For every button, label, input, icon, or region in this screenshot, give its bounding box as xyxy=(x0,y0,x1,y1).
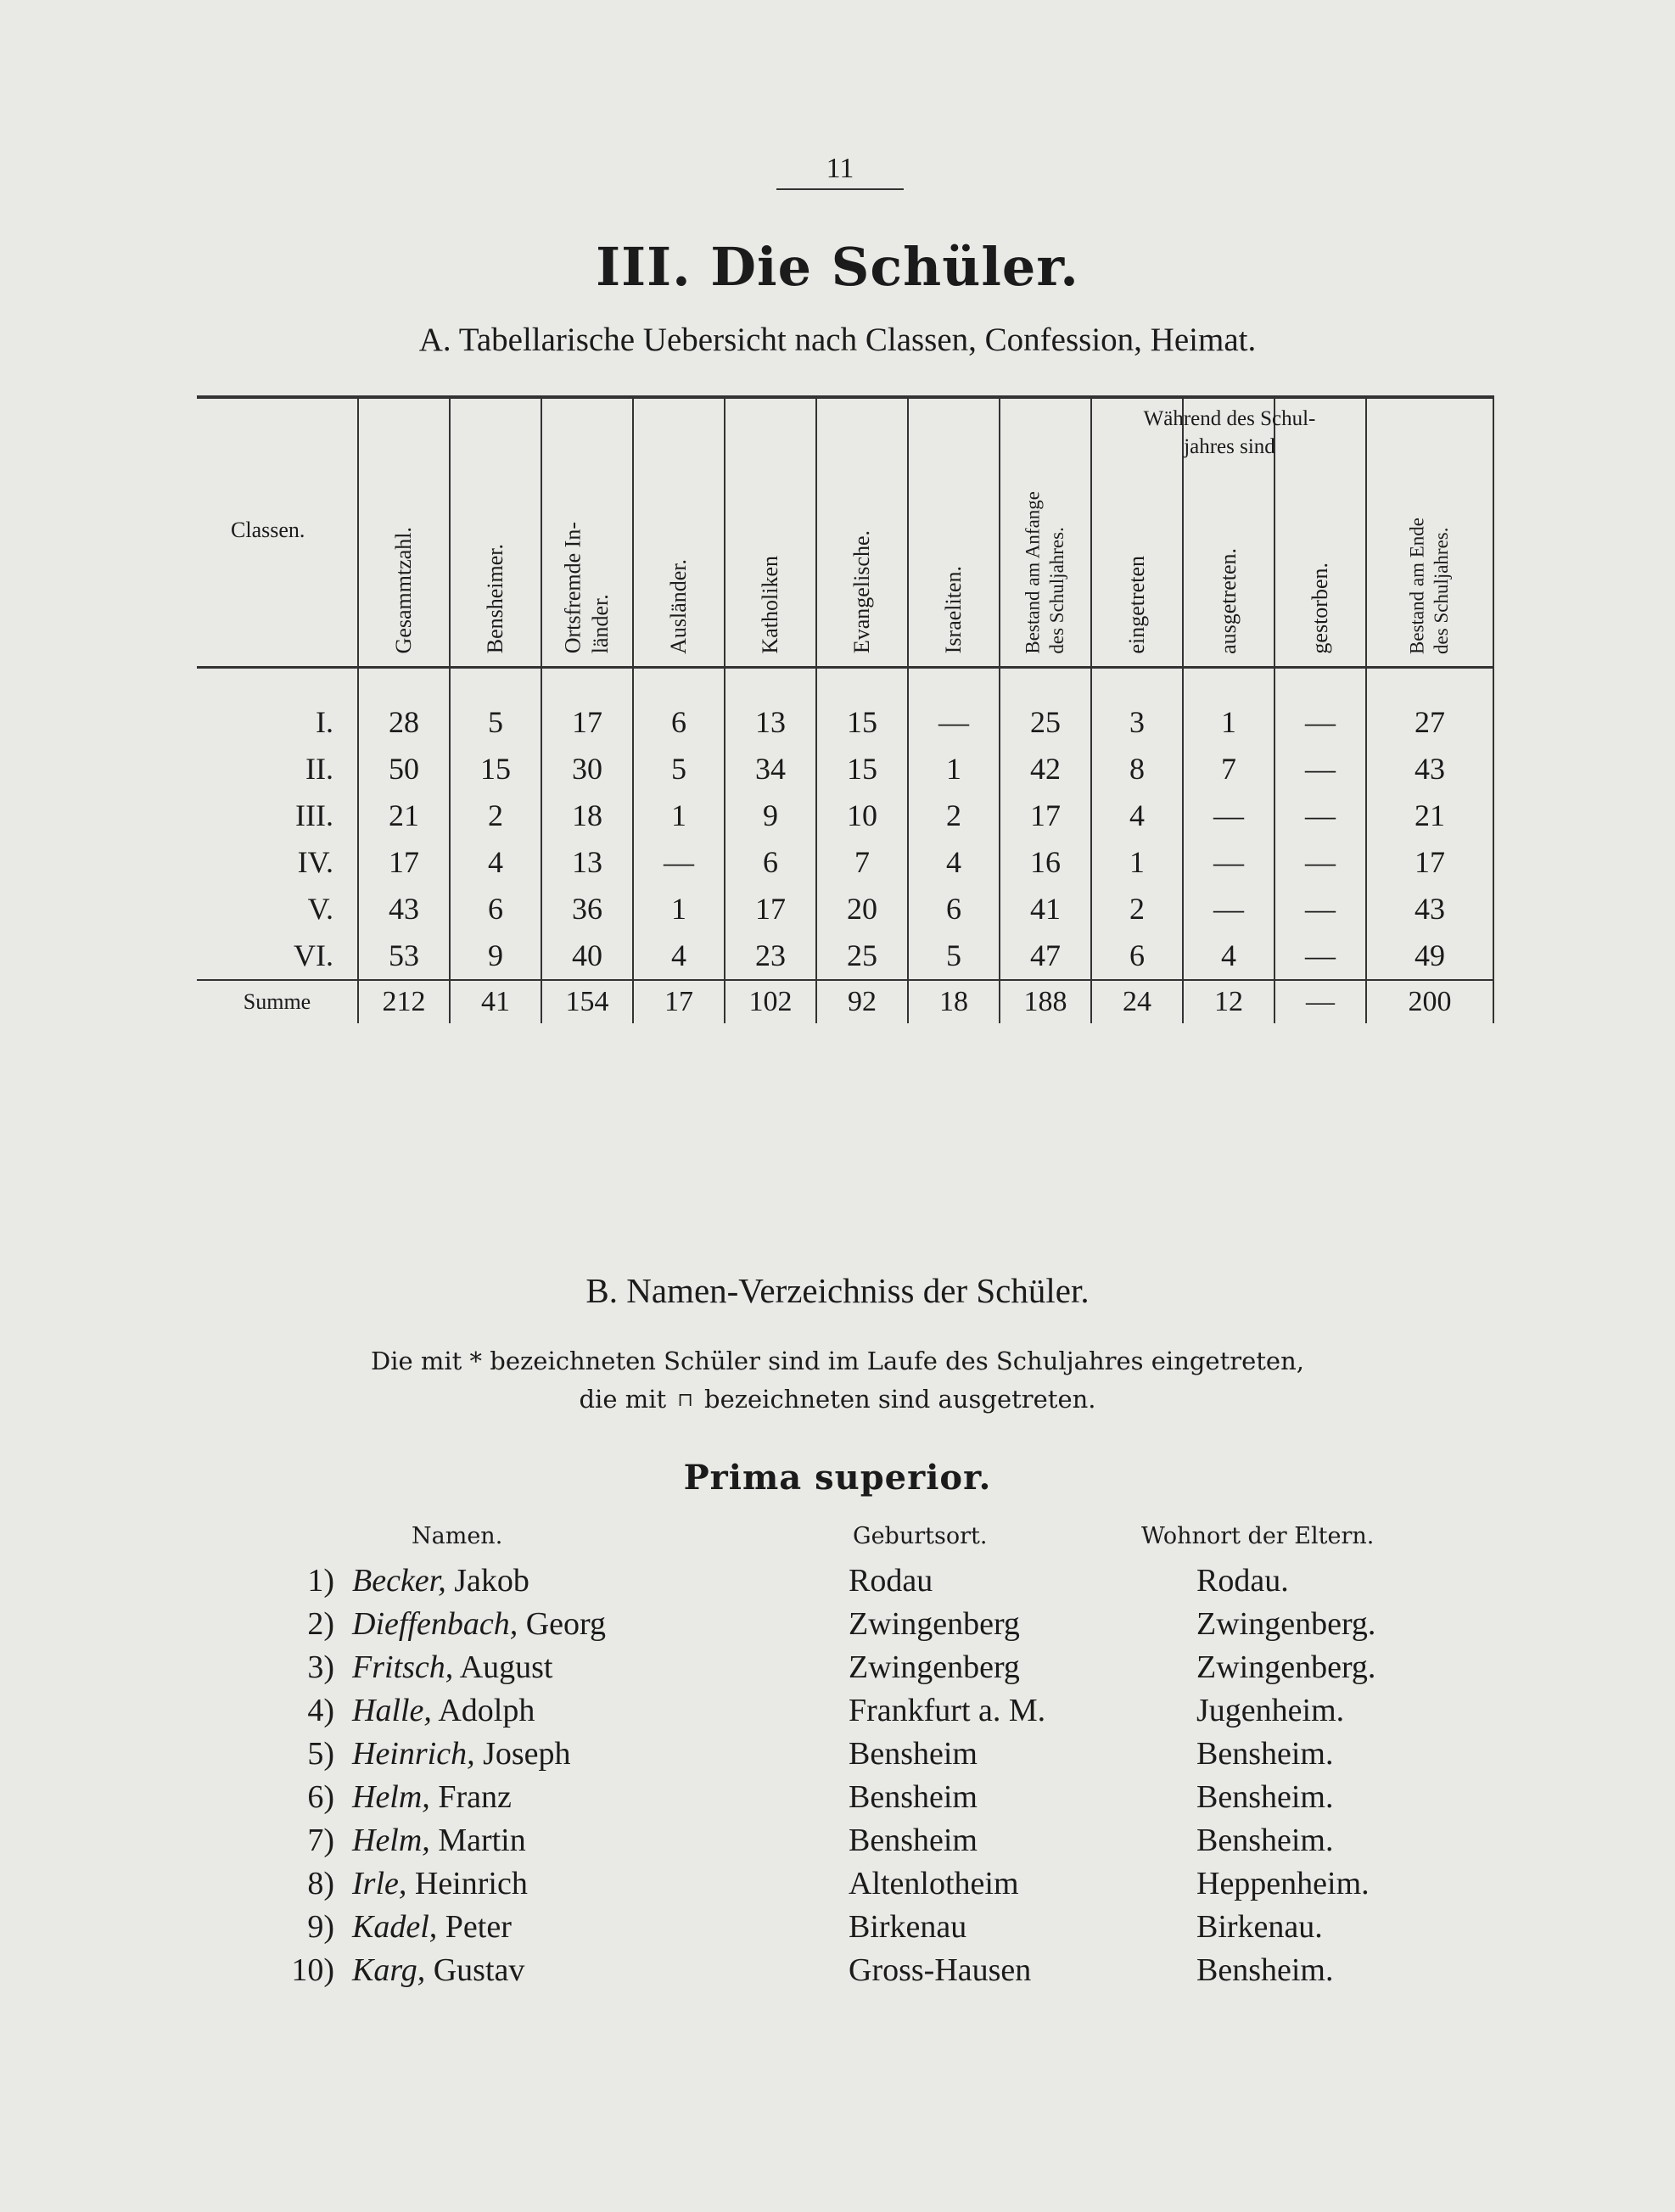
student-birthplace: Zwingenberg xyxy=(849,1649,1020,1685)
list-item xyxy=(0,1865,1675,1908)
sum-cell: 24 xyxy=(1091,980,1183,1023)
student-list xyxy=(0,1562,1675,1995)
student-birthplace: Bensheim xyxy=(849,1736,978,1772)
student-surname: Halle, xyxy=(352,1693,432,1728)
parents-residence: Bensheim. xyxy=(1196,1952,1334,1988)
table-cell: 7 xyxy=(1183,746,1274,792)
student-birthplace: Altenlotheim xyxy=(849,1866,1019,1901)
table-cell: 15 xyxy=(450,746,541,792)
table-row xyxy=(197,792,1493,839)
student-birthplace: Frankfurt a. M. xyxy=(849,1693,1046,1728)
student-given-name: Adolph xyxy=(438,1693,535,1728)
table-cell: — xyxy=(1274,667,1366,746)
table-sum-row xyxy=(197,980,1493,1023)
student-name xyxy=(352,1865,528,1902)
sum-cell: 41 xyxy=(450,980,541,1023)
list-item xyxy=(0,1649,1675,1692)
student-surname: Karg, xyxy=(352,1952,426,1988)
parents-residence: Birkenau. xyxy=(1196,1909,1323,1945)
table-cell: — xyxy=(908,667,1000,746)
student-surname: Becker, xyxy=(352,1563,446,1599)
table-cell: 47 xyxy=(1000,932,1091,980)
table-cell: 2 xyxy=(450,792,541,839)
sum-cell: 212 xyxy=(358,980,450,1023)
table-cell: — xyxy=(1183,792,1274,839)
table-cell: 43 xyxy=(1366,886,1493,932)
student-birthplace: Bensheim xyxy=(849,1779,978,1815)
sum-cell: 17 xyxy=(633,980,725,1023)
student-surname: Helm, xyxy=(352,1823,430,1858)
parents-residence: Bensheim. xyxy=(1196,1779,1334,1815)
class-label: I. xyxy=(316,705,333,739)
student-surname: Helm, xyxy=(352,1779,430,1815)
student-given-name: Franz xyxy=(438,1779,512,1815)
dagger-box-icon: ⊓ xyxy=(677,1389,693,1411)
table-cell: 4 xyxy=(908,839,1000,886)
table-cell: 15 xyxy=(816,667,908,746)
class-label: VI. xyxy=(294,938,333,972)
sum-cell: — xyxy=(1274,980,1366,1023)
list-item xyxy=(0,1562,1675,1605)
class-label: II. xyxy=(305,752,333,786)
student-name xyxy=(352,1822,526,1859)
student-birthplace: Gross-Hausen xyxy=(849,1952,1032,1988)
table-cell: 4 xyxy=(1183,932,1274,980)
table-cell: — xyxy=(633,839,725,886)
table-row xyxy=(197,886,1493,932)
student-name xyxy=(352,1562,529,1599)
table-cell: 17 xyxy=(1366,839,1493,886)
header-eingetreten: Während des Schul- jahres sind eingetreten xyxy=(1091,397,1183,667)
list-item xyxy=(0,1778,1675,1822)
student-name xyxy=(352,1908,512,1946)
table-cell: 1 xyxy=(633,792,725,839)
student-given-name: Martin xyxy=(438,1823,526,1858)
class-heading: Prima superior. xyxy=(683,1458,992,1498)
legend-note: Die mit * bezeichneten Schüler sind im Laufe des Schuljahres eingetreten, die mit ⊓ bezeichneten sind ausgetreten. xyxy=(0,1342,1675,1419)
table-title: A. Tabellarische Uebersicht nach Classen, Confession, Heimat. xyxy=(418,322,1257,358)
table-cell: 25 xyxy=(816,932,908,980)
table-cell: 18 xyxy=(541,792,633,839)
header-bestand-ende: Bestand am Ende des Schuljahres. xyxy=(1366,397,1493,667)
table-cell: 25 xyxy=(1000,667,1091,746)
student-given-name: Jakob xyxy=(454,1563,529,1599)
student-given-name: Joseph xyxy=(483,1736,571,1772)
table-row xyxy=(197,839,1493,886)
table-cell: 6 xyxy=(1091,932,1183,980)
table-cell: 1 xyxy=(1091,839,1183,886)
sum-cell: 92 xyxy=(816,980,908,1023)
student-birthplace: Birkenau xyxy=(849,1909,967,1945)
header-katholiken: Katholiken xyxy=(725,397,816,667)
table-cell: 13 xyxy=(541,839,633,886)
list-item xyxy=(0,1692,1675,1735)
student-surname: Dieffenbach, xyxy=(352,1606,518,1642)
table-cell: 49 xyxy=(1366,932,1493,980)
header-israeliten: Israeliten. xyxy=(908,397,1000,667)
student-given-name: Gustav xyxy=(433,1952,525,1988)
student-number: 10) xyxy=(291,1952,334,1988)
list-item xyxy=(0,1952,1675,1995)
student-number: 6) xyxy=(307,1779,334,1815)
table-cell: 4 xyxy=(1091,792,1183,839)
table-cell: 5 xyxy=(450,667,541,746)
student-number: 1) xyxy=(307,1563,334,1599)
student-birthplace: Zwingenberg xyxy=(849,1606,1020,1642)
table-cell: 30 xyxy=(541,746,633,792)
table-cell: — xyxy=(1274,792,1366,839)
student-number: 7) xyxy=(307,1823,334,1858)
table-cell: 1 xyxy=(908,746,1000,792)
table-cell: 27 xyxy=(1366,667,1493,746)
header-classen: Classen. xyxy=(197,397,358,667)
table-cell: — xyxy=(1274,746,1366,792)
sum-cell: 154 xyxy=(541,980,633,1023)
table-cell: 41 xyxy=(1000,886,1091,932)
table-cell: 4 xyxy=(633,932,725,980)
header-bensheimer: Bensheimer. xyxy=(450,397,541,667)
student-surname: Irle, xyxy=(352,1866,407,1901)
parents-residence: Zwingenberg. xyxy=(1196,1606,1376,1642)
table-cell: 1 xyxy=(1183,667,1274,746)
table-cell: 17 xyxy=(725,886,816,932)
table-header-row xyxy=(197,397,1493,667)
student-name xyxy=(352,1692,535,1729)
student-name xyxy=(352,1778,512,1816)
list-item xyxy=(0,1822,1675,1865)
list-item xyxy=(0,1735,1675,1778)
table-cell: 6 xyxy=(450,886,541,932)
table-cell: 13 xyxy=(725,667,816,746)
header-gesammtzahl: Gesammtzahl. xyxy=(358,397,450,667)
student-surname: Kadel, xyxy=(352,1909,438,1945)
table-cell: 23 xyxy=(725,932,816,980)
table-cell: 2 xyxy=(1091,886,1183,932)
table-cell: 5 xyxy=(908,932,1000,980)
table-cell: 17 xyxy=(358,839,450,886)
table-cell: 50 xyxy=(358,746,450,792)
parents-residence: Bensheim. xyxy=(1196,1823,1334,1858)
student-number: 8) xyxy=(307,1866,334,1901)
list-item xyxy=(0,1908,1675,1952)
student-surname: Fritsch, xyxy=(352,1649,454,1685)
table-cell: 40 xyxy=(541,932,633,980)
table-cell: 15 xyxy=(816,746,908,792)
parents-residence: Heppenheim. xyxy=(1196,1866,1370,1901)
table-cell: 42 xyxy=(1000,746,1091,792)
header-bestand-anfang: Bestand am Anfange des Schuljahres. xyxy=(1000,397,1091,667)
student-number: 4) xyxy=(307,1693,334,1728)
page-number: 11 xyxy=(776,153,904,190)
sum-label: Summe xyxy=(197,980,358,1023)
parents-residence: Bensheim. xyxy=(1196,1736,1334,1772)
table-cell: 36 xyxy=(541,886,633,932)
table-cell: 3 xyxy=(1091,667,1183,746)
sum-cell: 200 xyxy=(1366,980,1493,1023)
table-row xyxy=(197,746,1493,792)
section-title: III. Die Schüler. xyxy=(596,236,1079,298)
table-cell: 6 xyxy=(908,886,1000,932)
table-cell: 34 xyxy=(725,746,816,792)
student-birthplace: Bensheim xyxy=(849,1823,978,1858)
list-item xyxy=(0,1605,1675,1649)
student-number: 9) xyxy=(307,1909,334,1945)
sum-cell: 188 xyxy=(1000,980,1091,1023)
sum-cell: 18 xyxy=(908,980,1000,1023)
sum-cell: 12 xyxy=(1183,980,1274,1023)
table-cell: 17 xyxy=(1000,792,1091,839)
class-label: V. xyxy=(307,892,333,926)
table-cell: 43 xyxy=(358,886,450,932)
table-cell: 6 xyxy=(725,839,816,886)
table-cell: 10 xyxy=(816,792,908,839)
table-row xyxy=(197,667,1493,746)
table-cell: — xyxy=(1274,886,1366,932)
table-cell: 5 xyxy=(633,746,725,792)
student-given-name: Peter xyxy=(445,1909,512,1945)
table-cell: 43 xyxy=(1366,746,1493,792)
student-given-name: Georg xyxy=(525,1606,606,1642)
student-number: 3) xyxy=(307,1649,334,1685)
list-heading: B. Namen-Verzeichniss der Schüler. xyxy=(585,1271,1090,1310)
statistics-table xyxy=(197,395,1494,1023)
table-cell: 2 xyxy=(908,792,1000,839)
table-cell: 17 xyxy=(541,667,633,746)
table-cell: — xyxy=(1183,839,1274,886)
student-number: 2) xyxy=(307,1606,334,1642)
table-row xyxy=(197,932,1493,980)
table-cell: 9 xyxy=(450,932,541,980)
column-heading-parents: Wohnort der Eltern. xyxy=(1141,1523,1375,1549)
table-cell: 9 xyxy=(725,792,816,839)
parents-residence: Zwingenberg. xyxy=(1196,1649,1376,1685)
table-cell: 28 xyxy=(358,667,450,746)
table-cell: — xyxy=(1274,839,1366,886)
table-cell: 4 xyxy=(450,839,541,886)
table-cell: 6 xyxy=(633,667,725,746)
table-cell: 53 xyxy=(358,932,450,980)
column-heading-names: Namen. xyxy=(412,1523,503,1549)
table-cell: 20 xyxy=(816,886,908,932)
student-name xyxy=(352,1735,571,1772)
student-surname: Heinrich, xyxy=(352,1736,475,1772)
table-cell: 7 xyxy=(816,839,908,886)
header-ausgetreten: ausgetreten. xyxy=(1183,397,1274,667)
parents-residence: Jugenheim. xyxy=(1196,1693,1345,1728)
header-auslaender: Ausländer. xyxy=(633,397,725,667)
parents-residence: Rodau. xyxy=(1196,1563,1289,1599)
header-waehrend: Während des Schul- jahres sind xyxy=(1143,407,1316,458)
student-name xyxy=(352,1952,524,1989)
table-cell: 16 xyxy=(1000,839,1091,886)
table-cell: 1 xyxy=(633,886,725,932)
column-heading-birthplace: Geburtsort. xyxy=(853,1523,988,1549)
table-cell: 21 xyxy=(1366,792,1493,839)
student-given-name: August xyxy=(459,1649,553,1685)
student-number: 5) xyxy=(307,1736,334,1772)
class-label: IV. xyxy=(297,845,333,879)
table-cell: 21 xyxy=(358,792,450,839)
student-given-name: Heinrich xyxy=(414,1866,528,1901)
table-cell: 8 xyxy=(1091,746,1183,792)
class-label: III. xyxy=(295,798,333,832)
table-cell: — xyxy=(1274,932,1366,980)
sum-cell: 102 xyxy=(725,980,816,1023)
student-birthplace: Rodau xyxy=(849,1563,933,1599)
table-cell: — xyxy=(1183,886,1274,932)
header-ortsfremde: Ortsfremde In- länder. xyxy=(541,397,633,667)
student-name xyxy=(352,1605,606,1643)
header-evangelische: Evangelische. xyxy=(816,397,908,667)
student-name xyxy=(352,1649,552,1686)
header-gestorben: gestorben. xyxy=(1274,397,1366,667)
